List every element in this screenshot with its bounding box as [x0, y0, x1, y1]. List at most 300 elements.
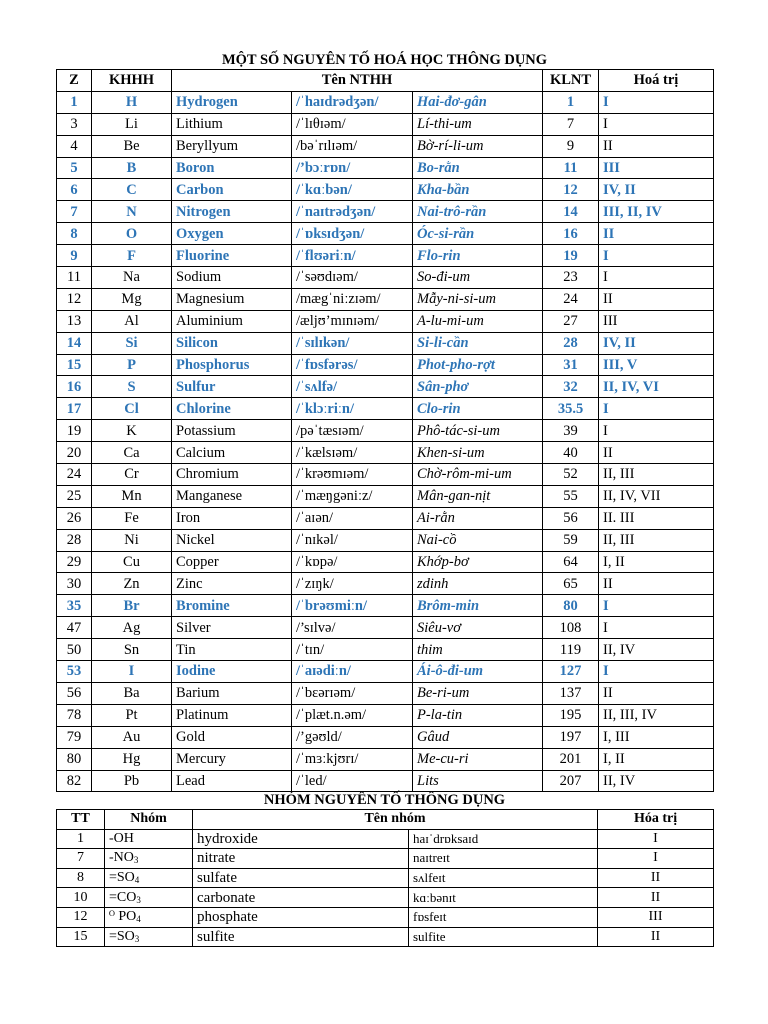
element-name: Calcium — [172, 442, 292, 464]
element-vn-reading: A-lu-mi-um — [413, 310, 543, 332]
element-vn-reading: Bo-rằn — [413, 157, 543, 179]
element-row — [57, 223, 714, 245]
atomic-number: 47 — [57, 617, 92, 639]
element-row — [57, 639, 714, 661]
element-row — [57, 157, 714, 179]
atomic-number: 1 — [57, 91, 92, 113]
groups-table — [56, 809, 714, 947]
element-name: Hydrogen — [172, 91, 292, 113]
element-row — [57, 420, 714, 442]
element-vn-reading: Kha-bần — [413, 179, 543, 201]
group-pronunciation: kɑːbənɪt — [409, 888, 598, 908]
group-pronunciation: naɪtreɪt — [409, 849, 598, 869]
valence: I — [599, 398, 714, 420]
group-formula — [105, 829, 193, 849]
atomic-mass: 12 — [543, 179, 599, 201]
group-formula-prefix: =CO — [109, 889, 137, 905]
element-ipa: /ˈtɪn/ — [292, 639, 413, 661]
atomic-number: 4 — [57, 135, 92, 157]
element-name: Iodine — [172, 661, 292, 683]
atomic-mass: 19 — [543, 245, 599, 267]
atomic-number: 78 — [57, 704, 92, 726]
group-index: 12 — [57, 907, 105, 927]
element-ipa: /ˈplæt.n.əm/ — [292, 704, 413, 726]
group-row — [57, 907, 714, 927]
element-name: Potassium — [172, 420, 292, 442]
element-symbol: Pt — [92, 704, 172, 726]
atomic-mass: 80 — [543, 595, 599, 617]
atomic-mass: 35.5 — [543, 398, 599, 420]
atomic-mass: 28 — [543, 332, 599, 354]
element-vn-reading: Gâud — [413, 726, 543, 748]
element-ipa: /ˈɒksɪdʒən/ — [292, 223, 413, 245]
element-ipa: /ˈhaɪdrədʒən/ — [292, 91, 413, 113]
element-symbol: Mg — [92, 288, 172, 310]
element-row — [57, 288, 714, 310]
element-vn-reading: Nai-trô-rần — [413, 201, 543, 223]
group-valence: II — [598, 868, 714, 888]
header-ten: Tên NTHH — [172, 70, 543, 92]
valence: II, III — [599, 529, 714, 551]
atomic-number: 6 — [57, 179, 92, 201]
groups-header-row — [57, 810, 714, 830]
atomic-mass: 59 — [543, 529, 599, 551]
element-row — [57, 245, 714, 267]
atomic-mass: 27 — [543, 310, 599, 332]
element-vn-reading: zdinh — [413, 573, 543, 595]
group-formula-subscript: 3 — [136, 894, 141, 905]
atomic-number: 7 — [57, 201, 92, 223]
element-ipa: /ˈnɪkəl/ — [292, 529, 413, 551]
element-name: Silicon — [172, 332, 292, 354]
atomic-number: 26 — [57, 507, 92, 529]
atomic-number: 24 — [57, 464, 92, 486]
atomic-mass: 11 — [543, 157, 599, 179]
element-symbol: Na — [92, 267, 172, 289]
element-vn-reading: Hai-đơ-gân — [413, 91, 543, 113]
group-name: hydroxide — [193, 829, 409, 849]
element-vn-reading: Flo-rin — [413, 245, 543, 267]
element-row — [57, 617, 714, 639]
group-index: 15 — [57, 927, 105, 947]
element-symbol: Cr — [92, 464, 172, 486]
atomic-mass: 65 — [543, 573, 599, 595]
valence: I — [599, 617, 714, 639]
atomic-mass: 14 — [543, 201, 599, 223]
valence: II, IV — [599, 770, 714, 792]
atomic-number: 80 — [57, 748, 92, 770]
group-formula — [105, 927, 193, 947]
atomic-mass: 1 — [543, 91, 599, 113]
element-ipa: /ˈsɪlɪkən/ — [292, 332, 413, 354]
atomic-number: 11 — [57, 267, 92, 289]
element-vn-reading: Phot-pho-rợt — [413, 354, 543, 376]
element-row — [57, 376, 714, 398]
element-row — [57, 661, 714, 683]
element-vn-reading: thim — [413, 639, 543, 661]
element-row — [57, 398, 714, 420]
element-symbol: Au — [92, 726, 172, 748]
group-formula — [105, 907, 193, 927]
element-row — [57, 770, 714, 792]
element-symbol: P — [92, 354, 172, 376]
atomic-number: 5 — [57, 157, 92, 179]
element-ipa: /ˈaɪən/ — [292, 507, 413, 529]
group-formula-prefix: ᴼ PO — [109, 909, 137, 925]
group-index: 7 — [57, 849, 105, 869]
atomic-mass: 64 — [543, 551, 599, 573]
atomic-mass: 52 — [543, 464, 599, 486]
valence: II — [599, 288, 714, 310]
element-name: Manganese — [172, 485, 292, 507]
valence: I, III — [599, 726, 714, 748]
element-row — [57, 726, 714, 748]
element-vn-reading: Phô-tác-si-um — [413, 420, 543, 442]
element-ipa: /bəˈrɪlɪəm/ — [292, 135, 413, 157]
group-valence: III — [598, 907, 714, 927]
element-vn-reading: Mân-gan-nịt — [413, 485, 543, 507]
element-ipa: /ˈkrəʊmɪəm/ — [292, 464, 413, 486]
element-row — [57, 354, 714, 376]
element-name: Phosphorus — [172, 354, 292, 376]
group-formula — [105, 868, 193, 888]
element-row — [57, 573, 714, 595]
valence: I — [599, 91, 714, 113]
element-name: Bromine — [172, 595, 292, 617]
elements-table — [56, 69, 714, 792]
element-name: Nitrogen — [172, 201, 292, 223]
atomic-number: 25 — [57, 485, 92, 507]
element-ipa: /pəˈtæsɪəm/ — [292, 420, 413, 442]
page-title: MỘT SỐ NGUYÊN TỐ HOÁ HỌC THÔNG DỤNG — [221, 52, 548, 68]
group-valence: I — [598, 849, 714, 869]
atomic-number: 30 — [57, 573, 92, 595]
element-row — [57, 529, 714, 551]
element-vn-reading: Khen-si-um — [413, 442, 543, 464]
element-ipa: /’gəʊld/ — [292, 726, 413, 748]
element-symbol: N — [92, 201, 172, 223]
group-header-ten: Tên nhóm — [193, 810, 598, 830]
group-header-hoatri: Hóa trị — [598, 810, 714, 830]
element-name: Barium — [172, 682, 292, 704]
header-z: Z — [57, 70, 92, 92]
valence: III — [599, 310, 714, 332]
valence: I — [599, 661, 714, 683]
group-formula-subscript: 4 — [136, 914, 141, 925]
element-row — [57, 704, 714, 726]
valence: II, III, IV — [599, 704, 714, 726]
group-row — [57, 868, 714, 888]
element-row — [57, 201, 714, 223]
element-name: Carbon — [172, 179, 292, 201]
element-vn-reading: Óc-si-rần — [413, 223, 543, 245]
element-name: Tin — [172, 639, 292, 661]
atomic-number: 20 — [57, 442, 92, 464]
group-index: 8 — [57, 868, 105, 888]
element-name: Lead — [172, 770, 292, 792]
element-vn-reading: Si-li-cần — [413, 332, 543, 354]
atomic-number: 15 — [57, 354, 92, 376]
element-name: Oxygen — [172, 223, 292, 245]
element-ipa: /ˈnaɪtrədʒən/ — [292, 201, 413, 223]
atomic-mass: 24 — [543, 288, 599, 310]
element-name: Gold — [172, 726, 292, 748]
element-vn-reading: So-đi-um — [413, 267, 543, 289]
element-name: Lithium — [172, 113, 292, 135]
atomic-number: 8 — [57, 223, 92, 245]
valence: III, V — [599, 354, 714, 376]
valence: II — [599, 573, 714, 595]
element-name: Boron — [172, 157, 292, 179]
groups-table-body — [57, 829, 714, 947]
group-name: sulfite — [193, 927, 409, 947]
element-name: Beryllyum — [172, 135, 292, 157]
element-symbol: Li — [92, 113, 172, 135]
atomic-number: 35 — [57, 595, 92, 617]
valence: I — [599, 245, 714, 267]
element-name: Magnesium — [172, 288, 292, 310]
element-ipa: /ˈfɒsfərəs/ — [292, 354, 413, 376]
element-vn-reading: Clo-rin — [413, 398, 543, 420]
group-formula-subscript: 3 — [133, 855, 139, 866]
group-row — [57, 927, 714, 947]
element-name: Sodium — [172, 267, 292, 289]
valence: I, II — [599, 748, 714, 770]
element-vn-reading: Lits — [413, 770, 543, 792]
group-name: phosphate — [193, 907, 409, 927]
element-symbol: Be — [92, 135, 172, 157]
element-ipa: /ˈkɒpə/ — [292, 551, 413, 573]
atomic-number: 82 — [57, 770, 92, 792]
valence: III, II, IV — [599, 201, 714, 223]
valence: I — [599, 267, 714, 289]
atomic-number: 17 — [57, 398, 92, 420]
element-symbol: Ni — [92, 529, 172, 551]
element-row — [57, 442, 714, 464]
element-ipa: /ˈkɑːbən/ — [292, 179, 413, 201]
element-ipa: /ˈlɪθɪəm/ — [292, 113, 413, 135]
element-vn-reading: Bờ-rí-li-um — [413, 135, 543, 157]
valence: IV, II — [599, 179, 714, 201]
elements-header-row — [57, 70, 714, 92]
element-ipa: /ˈbɛərɪəm/ — [292, 682, 413, 704]
element-ipa: /ˈkælsɪəm/ — [292, 442, 413, 464]
element-row — [57, 682, 714, 704]
group-pronunciation: sulfite — [409, 927, 598, 947]
element-ipa: /æljʊ’mɪnɪəm/ — [292, 310, 413, 332]
element-symbol: Ag — [92, 617, 172, 639]
atomic-mass: 119 — [543, 639, 599, 661]
atomic-mass: 207 — [543, 770, 599, 792]
group-name: nitrate — [193, 849, 409, 869]
group-formula-prefix: =SO — [109, 928, 135, 944]
valence: I, II — [599, 551, 714, 573]
header-khhh: KHHH — [92, 70, 172, 92]
atomic-number: 29 — [57, 551, 92, 573]
atomic-mass: 201 — [543, 748, 599, 770]
group-valence: II — [598, 927, 714, 947]
element-symbol: Fe — [92, 507, 172, 529]
element-symbol: Pb — [92, 770, 172, 792]
atomic-mass: 23 — [543, 267, 599, 289]
element-name: Chromium — [172, 464, 292, 486]
element-vn-reading: Chờ-rôm-mi-um — [413, 464, 543, 486]
atomic-mass: 108 — [543, 617, 599, 639]
element-symbol: Al — [92, 310, 172, 332]
element-symbol: B — [92, 157, 172, 179]
elements-table-body — [57, 91, 714, 792]
element-name: Copper — [172, 551, 292, 573]
element-vn-reading: Brôm-min — [413, 595, 543, 617]
valence: II — [599, 223, 714, 245]
atomic-mass: 7 — [543, 113, 599, 135]
element-ipa: /ˈaɪədiːn/ — [292, 661, 413, 683]
element-symbol: Cl — [92, 398, 172, 420]
groups-title: NHÓM NGUYÊN TỐ THÔNG DỤNG — [263, 792, 506, 808]
atomic-number: 13 — [57, 310, 92, 332]
element-symbol: Sn — [92, 639, 172, 661]
element-ipa: /mægˈniːzɪəm/ — [292, 288, 413, 310]
element-symbol: C — [92, 179, 172, 201]
element-row — [57, 179, 714, 201]
element-name: Nickel — [172, 529, 292, 551]
element-name: Iron — [172, 507, 292, 529]
atomic-mass: 127 — [543, 661, 599, 683]
atomic-number: 79 — [57, 726, 92, 748]
atomic-number: 53 — [57, 661, 92, 683]
valence: II. III — [599, 507, 714, 529]
valence: II, IV, VII — [599, 485, 714, 507]
element-vn-reading: Be-ri-um — [413, 682, 543, 704]
element-vn-reading: P-la-tin — [413, 704, 543, 726]
group-formula-subscript: 3 — [134, 933, 140, 944]
element-row — [57, 267, 714, 289]
element-symbol: Ba — [92, 682, 172, 704]
group-index: 1 — [57, 829, 105, 849]
element-row — [57, 485, 714, 507]
group-formula-prefix: =SO — [109, 870, 135, 886]
group-header-nhom: Nhóm — [105, 810, 193, 830]
atomic-mass: 32 — [543, 376, 599, 398]
element-row — [57, 551, 714, 573]
valence: I — [599, 420, 714, 442]
group-row — [57, 888, 714, 908]
group-valence: I — [598, 829, 714, 849]
element-ipa: /ˈsəʊdɪəm/ — [292, 267, 413, 289]
valence: II, IV, VI — [599, 376, 714, 398]
atomic-number: 3 — [57, 113, 92, 135]
element-row — [57, 507, 714, 529]
element-symbol: S — [92, 376, 172, 398]
atomic-mass: 40 — [543, 442, 599, 464]
element-name: Aluminium — [172, 310, 292, 332]
group-pronunciation: haɪˈdrɒksaɪd — [409, 829, 598, 849]
element-symbol: I — [92, 661, 172, 683]
valence: II — [599, 682, 714, 704]
valence: II, IV — [599, 639, 714, 661]
element-ipa: /ˈflʊəriːn/ — [292, 245, 413, 267]
element-ipa: /ˈzɪŋk/ — [292, 573, 413, 595]
valence: III — [599, 157, 714, 179]
atomic-mass: 31 — [543, 354, 599, 376]
element-symbol: Si — [92, 332, 172, 354]
group-name: sulfate — [193, 868, 409, 888]
valence: II, III — [599, 464, 714, 486]
element-vn-reading: Nai-cồ — [413, 529, 543, 551]
element-symbol: H — [92, 91, 172, 113]
element-name: Chlorine — [172, 398, 292, 420]
element-row — [57, 91, 714, 113]
element-row — [57, 464, 714, 486]
element-vn-reading: Siêu-vơ — [413, 617, 543, 639]
atomic-mass: 195 — [543, 704, 599, 726]
element-symbol: Ca — [92, 442, 172, 464]
element-vn-reading: Khớp-bơ — [413, 551, 543, 573]
element-symbol: F — [92, 245, 172, 267]
group-pronunciation: fɒsfeɪt — [409, 907, 598, 927]
atomic-mass: 16 — [543, 223, 599, 245]
header-hoatri: Hoá trị — [599, 70, 714, 92]
element-ipa: /ˈmæŋgəniːz/ — [292, 485, 413, 507]
element-vn-reading: Ai-rằn — [413, 507, 543, 529]
element-symbol: Br — [92, 595, 172, 617]
element-ipa: /ˈsʌlfə/ — [292, 376, 413, 398]
atomic-number: 9 — [57, 245, 92, 267]
element-row — [57, 135, 714, 157]
group-formula — [105, 888, 193, 908]
element-name: Silver — [172, 617, 292, 639]
element-symbol: K — [92, 420, 172, 442]
group-formula — [105, 849, 193, 869]
valence: II — [599, 442, 714, 464]
valence: IV, II — [599, 332, 714, 354]
element-vn-reading: Sân-phơ — [413, 376, 543, 398]
atomic-mass: 39 — [543, 420, 599, 442]
element-ipa: /ˈklɔːriːn/ — [292, 398, 413, 420]
valence: II — [599, 135, 714, 157]
atomic-mass: 55 — [543, 485, 599, 507]
header-klnt: KLNT — [543, 70, 599, 92]
element-row — [57, 113, 714, 135]
group-row — [57, 829, 714, 849]
element-vn-reading: Ái-ô-đi-um — [413, 661, 543, 683]
element-symbol: Hg — [92, 748, 172, 770]
atomic-number: 56 — [57, 682, 92, 704]
element-symbol: O — [92, 223, 172, 245]
atomic-number: 14 — [57, 332, 92, 354]
element-name: Fluorine — [172, 245, 292, 267]
element-vn-reading: Lí-thi-um — [413, 113, 543, 135]
group-formula-prefix: -NO — [109, 850, 134, 866]
group-valence: II — [598, 888, 714, 908]
atomic-number: 16 — [57, 376, 92, 398]
atomic-mass: 9 — [543, 135, 599, 157]
element-ipa: /ˈbrəʊmiːn/ — [292, 595, 413, 617]
group-index: 10 — [57, 888, 105, 908]
element-vn-reading: Me-cu-ri — [413, 748, 543, 770]
atomic-mass: 197 — [543, 726, 599, 748]
element-symbol: Mn — [92, 485, 172, 507]
atomic-mass: 56 — [543, 507, 599, 529]
element-row — [57, 748, 714, 770]
element-ipa: /’bɔːrɒn/ — [292, 157, 413, 179]
group-name: carbonate — [193, 888, 409, 908]
element-row — [57, 332, 714, 354]
element-ipa: /ˈmɜːkjʊrɪ/ — [292, 748, 413, 770]
element-vn-reading: Mẫy-ni-si-um — [413, 288, 543, 310]
element-symbol: Zn — [92, 573, 172, 595]
group-header-tt: TT — [57, 810, 105, 830]
